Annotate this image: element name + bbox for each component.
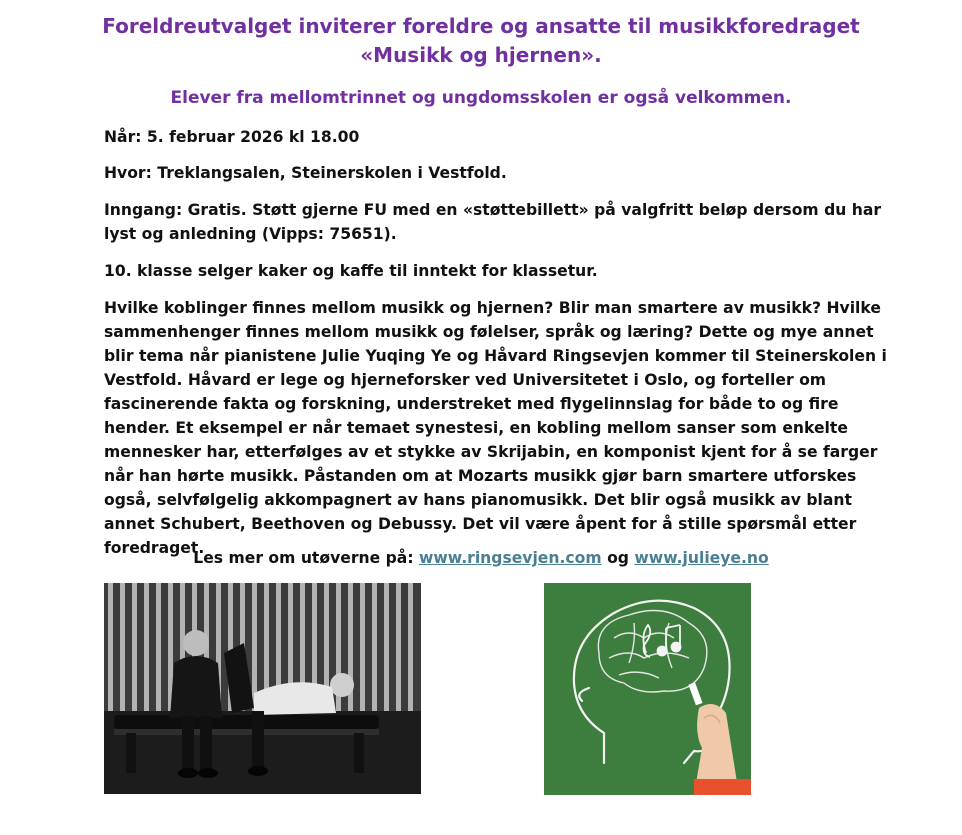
ringsevjen-link[interactable]: www.ringsevjen.com	[419, 549, 602, 567]
event-date: Når: 5. februar 2026 kl 18.00	[104, 128, 360, 146]
read-more-joiner: og	[607, 549, 629, 567]
chalk-brain-music-illustration	[544, 583, 751, 795]
julieye-link[interactable]: www.julieye.no	[634, 549, 769, 567]
event-description: Hvilke koblinger finnes mellom musikk og hjernen? Blir man smartere av musikk? Hvilke sammenhenger finnes mellom musikk og følelser, språk og læring? Dette og mye annet blir tema når pianistene Julie Yuqing Ye og Håvard Ringsevjen kommer til Steinerskolen i Vestfold. Håvard er lege og hjerneforsker ved Universitetet i Oslo, og forteller om fascinerende fakta og forskning, understreket med flygelinnslag for både to og fire hender. Et eksempel er når temaet synestesi, en kobling mellom sanser som enkelte mennesker har, etterfølges av et stykke av Skrijabin, en komponist kjent for å se farger når han hørte musikk. Påstanden om at Mozarts musikk gjør barn smartere utforskes også, selvfølgelig akkompagnert av hans pianomusikk. Det blir også musikk av blant annet Schubert, Beethoven og Debussy. Det vil være åpent for å stille spørsmål etter foredraget.	[104, 299, 887, 557]
event-subtitle: Elever fra mellomtrinnet og ungdomsskolen er også velkommen.	[170, 88, 792, 108]
event-entry-info: Inngang: Gratis. Støtt gjerne FU med en «støttebillett» på valgfritt beløp dersom du har lyst og anledning (Vipps: 75651).	[104, 201, 882, 243]
event-sales-info: 10. klasse selger kaker og kaffe til inntekt for klassetur.	[104, 262, 598, 280]
brain-illustration-svg	[544, 583, 751, 795]
pianists-photo-svg	[104, 583, 421, 794]
event-title	[0, 12, 962, 70]
title-line-2: «Musikk og hjernen».	[360, 43, 602, 67]
title-line-1: Foreldreutvalget inviterer foreldre og ansatte til musikkforedraget	[102, 14, 860, 38]
read-more-prefix: Les mer om utøverne på:	[193, 549, 414, 567]
pianists-photo	[104, 583, 421, 794]
event-location: Hvor: Treklangsalen, Steinerskolen i Vestfold.	[104, 164, 507, 182]
read-more-line	[0, 546, 962, 570]
